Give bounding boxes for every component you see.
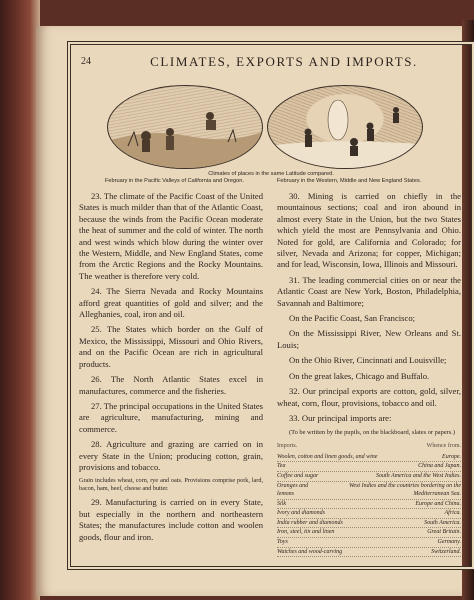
imports-table-row [277,472,461,482]
paragraph-28: 28. Agriculture and grazing are carried on in every State in the Union; producing cotton, grain, provisions and tobacco. [79,439,263,472]
imports-header-item: Imports. [277,443,298,450]
paragraph-27: 27. The principal occupations in the United States are agriculture, manufacturing, mining and commerce. [79,400,263,434]
paragraph-31-mississippi: On the Mississippi River, New Orleans and St. Louis; [277,328,461,350]
import-item: Watches and wood-carving [277,548,343,555]
import-item: Toys [277,539,288,546]
paragraph-31-ohio: On the Ohio River, Cincinnati and Louisville; [289,355,447,366]
imports-header-source: Whence from. [426,443,461,450]
paragraph-24: 24. The Sierra Nevada and Rocky Mountains afford great quantities of gold and silver; and the Alleghanies, coal, iron and oil. [79,286,263,320]
import-source: West Indies and the countries bordering on the Mediterranean Sea. [348,482,461,498]
import-item: Oranges and lemons [277,482,309,498]
imports-table-row [277,453,461,463]
paragraph-31-pacific: On the Pacific Coast, San Francisco; [289,313,416,324]
imports-table-header [277,441,461,452]
grain-provisions-note: Grain includes wheat, corn, rye and oats. Provisions comprise pork, lard, bacon, ham, beef, cheese and butter. [79,477,263,493]
import-source: South America and the West Indies. [376,472,461,479]
right-text-column [277,191,461,557]
imports-table [277,453,461,558]
import-source: South America. [424,519,461,526]
page-border-frame [70,44,472,567]
left-text-column [79,191,263,547]
paragraph-26: 26. The North Atlantic States excel in manufactures, commerce and the fisheries. [79,374,263,396]
import-item: Silk [277,500,286,507]
paragraph-30: 30. Mining is carried on chiefly in the mountainous sections; coal and iron abound in almost every State in the Union, but the two States which yield the most are Pennsylvania and Ohio. Noted for gold, are California and Colorado; for silver, Nevada and Arizona; for copper, Michigan; and for lead, Wisconsin, Iowa, Illinois and Missouri. [277,191,461,270]
paragraph-31: 31. The leading commercial cities on or near the Atlantic Coast are New York, Boston, Philadelphia, Savannah and Baltimore; [277,274,461,308]
imports-table-row [277,509,461,519]
import-source: Great Britain. [427,529,461,536]
import-item: Tea [277,463,286,470]
imports-table-row [277,462,461,472]
import-item: Coffee and sugar [277,472,319,479]
page-title: CLIMATES, EXPORTS AND IMPORTS. [150,54,418,69]
illustration-snowy-states [267,85,423,169]
import-source: Europe and China. [415,500,461,507]
right-illustration-caption: February in the Western, Middle and New England States. [277,178,422,184]
import-source: Africa. [444,510,461,517]
paragraph-32: 32. Our principal exports are cotton, gold, silver, wheat, corn, flour, provisions, tobacco and oil. [277,386,461,408]
import-item: India rubber and diamonds [277,519,343,526]
book-binding [0,0,40,600]
page-number: 24 [81,56,91,67]
import-source: China and Japan. [418,463,461,470]
imports-instruction: (To be written by the pupils, on the blackboard, slates or papers.) [289,429,456,437]
import-item: Ivory and diamonds [277,510,325,517]
left-illustration-caption: February in the Pacific Valleys of California and Oregon. [105,178,244,184]
paragraph-33: 33. Our principal imports are: [289,412,392,423]
imports-table-row [277,500,461,510]
imports-table-row [277,538,461,548]
imports-table-row [277,482,461,500]
import-source: Europe. [442,453,461,460]
paragraph-23: 23. The climate of the Pacific Coast of the United States is much milder than that of the Atlantic Coast, because the winds from the Pacific Ocean moderate the heat of summer and the cold of winter. The north and west winds which blow during the winter over the Western, Middle, and New England States, come from the Arctic Regions and the Rocky Mountains. The weather is therefore very cold. [79,191,263,281]
paragraph-29: 29. Manufacturing is carried on in every State, but especially in the northern and northeastern States; the manufactures include cotton and woolen goods, flour and iron. [79,497,263,542]
imports-table-row [277,528,461,538]
import-source: Germany. [437,539,461,546]
figure-caption: Climates of places in the same Latitude compared. [208,171,334,177]
imports-table-row [277,519,461,529]
book-page [36,26,462,596]
import-item: Iron, steel, tin and linen [277,529,335,536]
illustration-pacific-valley [107,85,263,169]
paragraph-31-lakes: On the great lakes, Chicago and Buffalo. [289,370,430,381]
imports-table-row [277,548,461,558]
import-source: Switzerland. [431,548,461,555]
import-item: Woolen, cotton and linen goods, and wine [277,453,378,460]
paragraph-25: 25. The States which border on the Gulf of Mexico, the Mississippi, Missouri and Ohio Rivers, and on the Pacific Ocean are rich in agricultural products. [79,324,263,369]
